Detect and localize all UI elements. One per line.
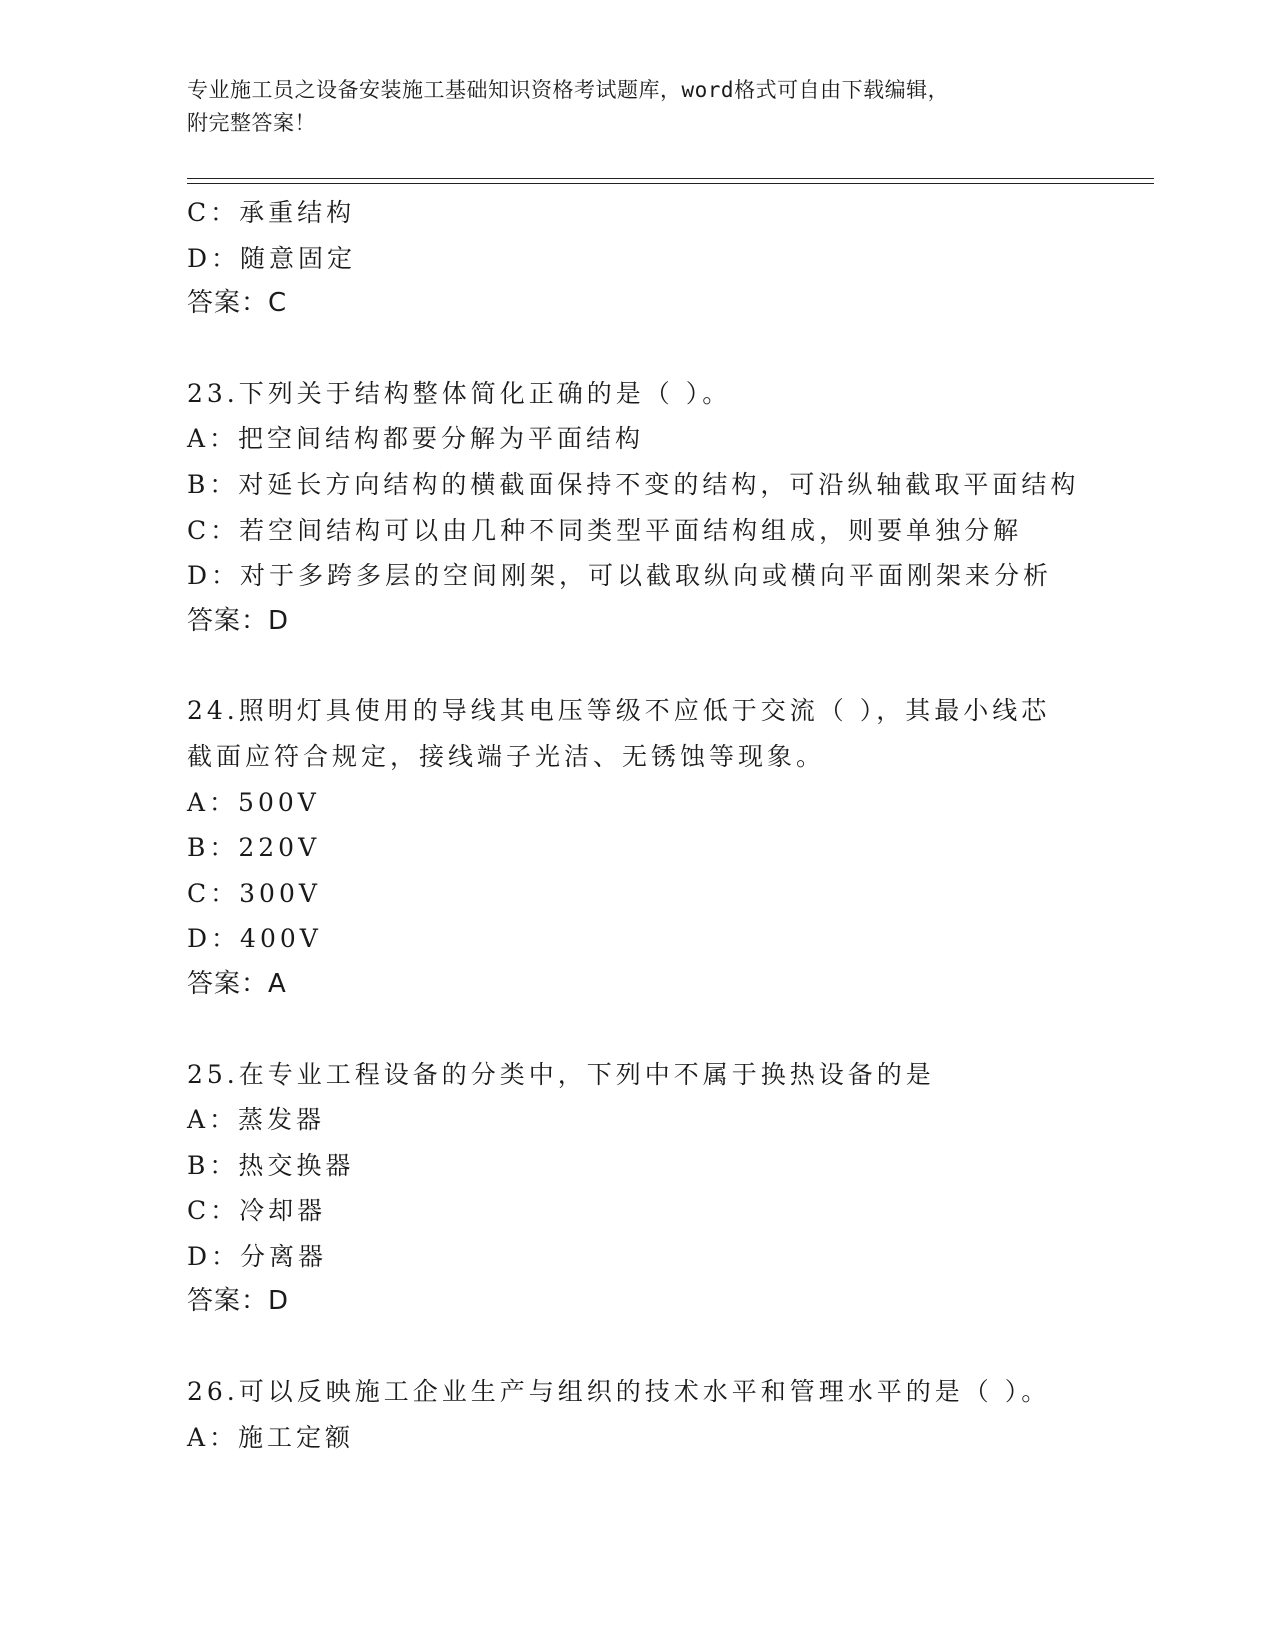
- option-a: A：施工定额: [187, 1422, 355, 1452]
- question-stem: 23.下列关于结构整体简化正确的是（ ）。: [187, 378, 732, 408]
- answer: 答案：D: [187, 605, 290, 636]
- question-stem: 25.在专业工程设备的分类中，下列中不属于换热设备的是: [187, 1059, 935, 1089]
- answer: 答案：D: [187, 1286, 290, 1317]
- option-b: B：220V: [187, 833, 321, 863]
- header-divider-bottom: [187, 183, 1154, 184]
- question-25: [187, 1052, 1147, 1326]
- question-list: [187, 190, 1147, 1460]
- option-d: D：随意固定: [187, 243, 357, 273]
- option-a: A：蒸发器: [187, 1105, 326, 1135]
- option-c: C：冷却器: [187, 1196, 327, 1226]
- question-stem: 26.可以反映施工企业生产与组织的技术水平和管理水平的是（ ）。: [187, 1377, 1051, 1407]
- option-c: C：300V: [187, 878, 321, 908]
- option-b: B：热交换器: [187, 1150, 355, 1180]
- header-line-2: 附完整答案！: [187, 111, 316, 135]
- question-23: [187, 371, 1147, 645]
- header-line-1: 专业施工员之设备安装施工基础知识资格考试题库，word格式可自由下载编辑，: [187, 78, 950, 102]
- question-stem-line-2: 截面应符合规定，接线端子光洁、无锈蚀等现象。: [187, 741, 826, 771]
- answer: 答案：A: [187, 968, 287, 999]
- header-divider-top: [187, 178, 1154, 179]
- answer: 答案：C: [187, 288, 288, 319]
- question-26: [187, 1369, 1147, 1460]
- option-d: D：分离器: [187, 1241, 328, 1271]
- option-d: D：对于多跨多层的空间刚架，可以截取纵向或横向平面刚架来分析: [187, 561, 1053, 591]
- option-c: C：承重结构: [187, 198, 356, 227]
- question-22: [187, 190, 1147, 327]
- question-stem-line-1: 24.照明灯具使用的导线其电压等级不应低于交流（ ），其最小线芯: [187, 696, 1051, 726]
- option-b: B：对延长方向结构的横截面保持不变的结构，可沿纵轴截取平面结构: [187, 469, 1080, 499]
- option-d: D：400V: [187, 924, 322, 954]
- option-c: C：若空间结构可以由几种不同类型平面结构组成，则要单独分解: [187, 515, 1023, 545]
- option-a: A：把空间结构都要分解为平面结构: [187, 424, 645, 454]
- document-header: [187, 74, 1077, 140]
- question-24: [187, 688, 1147, 1007]
- option-a: A：500V: [187, 787, 320, 817]
